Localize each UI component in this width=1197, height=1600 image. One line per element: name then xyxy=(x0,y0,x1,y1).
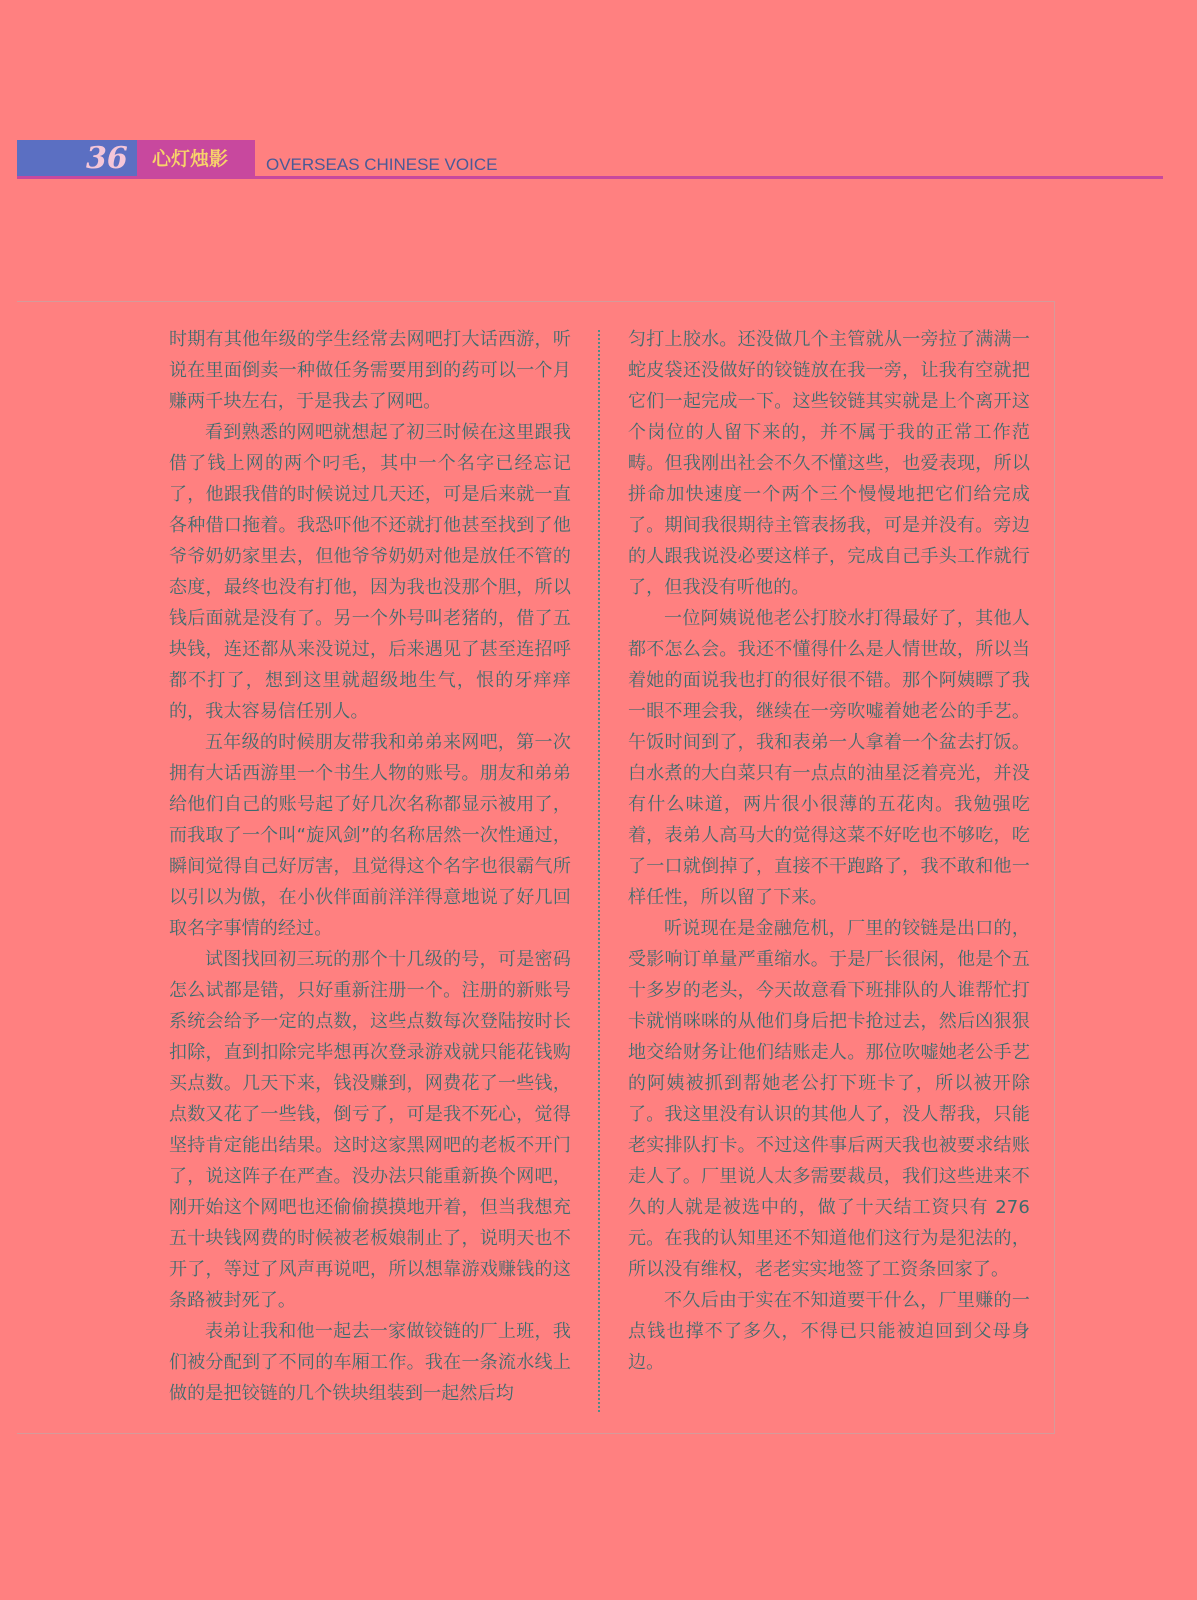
section-name: 心灯烛影 xyxy=(152,148,229,170)
article-column-left xyxy=(169,324,571,1409)
paragraph: 一位阿姨说他老公打胶水打得最好了，其他人都不怎么会。我还不懂得什么是人情世故，所以当着她的面说我也打的很好很不错。那个阿姨瞟了我一眼不理会我，继续在一旁吹嘘着她老公的手艺。午饭时间到了，我和表弟一人拿着一个盆去打饭。白水煮的大白菜只有一点点的油星泛着亮光，并没有什么味道，两片很小很薄的五花肉。我勉强吃着，表弟人高马大的觉得这菜不好吃也不够吃，吃了一口就倒掉了，直接不干跑路了，我不敢和他一样任性，所以留了下来。 xyxy=(628,608,1030,908)
paragraph: 五年级的时候朋友带我和弟弟来网吧，第一次拥有大话西游里一个书生人物的账号。朋友和弟弟给他们自己的账号起了好几次名称都显示被用了，而我取了一个叫“旋风剑”的名称居然一次性通过，瞬间觉得自己好厉害，且觉得这个名字也很霸气所以引以为傲，在小伙伴面前洋洋得意地说了好几回取名字事情的经过。 xyxy=(169,732,571,939)
article-column-right xyxy=(628,324,1030,1378)
magazine-name: OVERSEAS CHINESE VOICE xyxy=(266,155,498,174)
paragraph: 听说现在是金融危机，厂里的铰链是出口的，受影响订单量严重缩水。于是厂长很闲，他是个五十多岁的老头，今天故意看下班排队的人谁帮忙打卡就悄咪咪的从他们身后把卡抢过去，然后凶狠狠地交给财务让他们结账走人。那位吹嘘她老公手艺的阿姨被抓到帮她老公打下班卡了，所以被开除了。我这里没有认识的其他人了，没人帮我，只能老实排队打卡。不过这件事后两天我也被要求结账走人了。厂里说人太多需要裁员，我们这些进来不久的人就是被选中的，做了十天结工资只有 276 元。在我的认知里还不知道他们这行为是犯法的，所以没有维权，老老实实地签了工资条回家了。 xyxy=(628,918,1030,1280)
paragraph: 时期有其他年级的学生经常去网吧打大话西游，听说在里面倒卖一种做任务需要用到的药可以一个月赚两千块左右，于是我去了网吧。 xyxy=(169,329,571,412)
paragraph: 表弟让我和他一起去一家做铰链的厂上班，我们被分配到了不同的车厢工作。我在一条流水线上做的是把铰链的几个铁块组装到一起然后均 xyxy=(169,1321,571,1404)
header-rule xyxy=(17,176,1163,179)
paragraph: 不久后由于实在不知道要干什么，厂里赚的一点钱也撑不了多久，不得已只能被迫回到父母身边。 xyxy=(628,1290,1030,1373)
page-number: 36 xyxy=(86,141,128,176)
paragraph: 匀打上胶水。还没做几个主管就从一旁拉了满满一蛇皮袋还没做好的铰链放在我一旁，让我有空就把它们一起完成一下。这些铰链其实就是上个离开这个岗位的人留下来的，并不属于我的正常工作范畴。但我刚出社会不久不懂这些，也爱表现，所以拼命加快速度一个两个三个慢慢地把它们给完成了。期间我很期待主管表扬我，可是并没有。旁边的人跟我说没必要这样子，完成自己手头工作就行了，但我没有听他的。 xyxy=(628,329,1030,598)
column-divider xyxy=(598,330,600,1412)
paragraph: 试图找回初三玩的那个十几级的号，可是密码怎么试都是错，只好重新注册一个。注册的新账号系统会给予一定的点数，这些点数每次登陆按时长扣除，直到扣除完毕想再次登录游戏就只能花钱购买点数。几天下来，钱没赚到，网费花了一些钱，点数又花了一些钱，倒亏了，可是我不死心，觉得坚持肯定能出结果。这时这家黑网吧的老板不开门了，说这阵子在严查。没办法只能重新换个网吧，刚开始这个网吧也还偷偷摸摸地开着，但当我想充五十块钱网费的时候被老板娘制止了，说明天也不开了，等过了风声再说吧，所以想靠游戏赚钱的这条路被封死了。 xyxy=(169,949,571,1311)
paragraph: 看到熟悉的网吧就想起了初三时候在这里跟我借了钱上网的两个叼毛，其中一个名字已经忘记了，他跟我借的时候说过几天还，可是后来就一直各种借口拖着。我恐吓他不还就打他甚至找到了他爷爷奶奶家里去，但他爷爷奶奶对他是放任不管的态度，最终也没有打他，因为我也没那个胆，所以钱后面就是没有了。另一个外号叫老猪的，借了五块钱，连还都从来没说过，后来遇见了甚至连招呼都不打了，想到这里就超级地生气，恨的牙痒痒的，我太容易信任别人。 xyxy=(169,422,571,722)
